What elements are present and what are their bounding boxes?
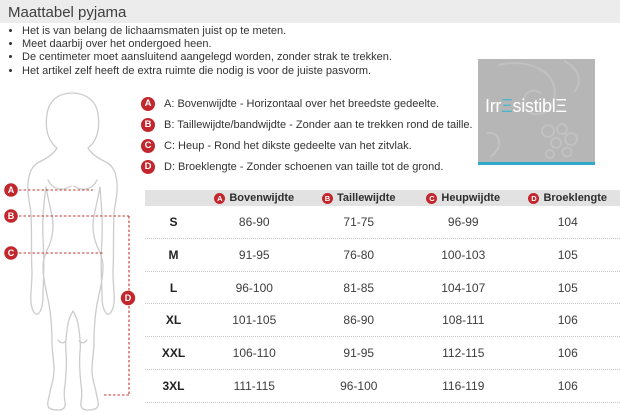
table-header-bovenwijdte [202, 192, 307, 204]
size-cell: XL [165, 313, 182, 328]
legend-text-a: A: Bovenwijdte - Horizontaal over het breedste gedeelte. [164, 97, 440, 110]
brand-wordmark [485, 96, 567, 117]
instruction-item: • Het is van belang de lichaamsmaten juist op te meten. [22, 25, 482, 38]
header-badge-d: D [528, 193, 539, 204]
bovenwijdte-cell: 91-95 [238, 247, 270, 262]
measuring-instructions [8, 25, 482, 78]
header-badge-b: B [322, 193, 333, 204]
size-chart-table [145, 190, 620, 403]
table-body [145, 206, 620, 403]
header-badge-c: C [426, 193, 437, 204]
legend-row-b [141, 114, 473, 135]
table-header-row [145, 190, 620, 206]
table-row [145, 304, 620, 337]
female-silhouette-outline [28, 93, 117, 410]
heupwijdte-cell: 104-107 [441, 280, 486, 295]
broeklengte-cell: 106 [557, 313, 578, 328]
legend-text-c: C: Heup - Rond het dikste gedeelte van het zitvlak. [164, 139, 412, 152]
broeklengte-cell: 105 [557, 280, 578, 295]
instruction-item: • Het artikel zelf heeft de extra ruimte die nodig is voor de juiste pasvorm. [22, 65, 482, 78]
size-cell: S [169, 214, 178, 229]
taillewijdte-cell: 86-90 [343, 313, 375, 328]
table-row [145, 337, 620, 370]
taillewijdte-cell: 96-100 [340, 379, 378, 394]
bovenwijdte-cell: 96-100 [235, 280, 273, 295]
legend-badge-c: C [141, 139, 155, 153]
broeklengte-cell: 105 [557, 247, 578, 262]
bovenwijdte-cell: 111-115 [233, 379, 275, 394]
taillewijdte-cell: 71-75 [343, 214, 375, 229]
header-label-heupwijdte: Heupwijdte [441, 192, 501, 204]
legend-text-b: B: Taillewijdte/bandwijdte - Zonder aan te trekken rond de taille. [164, 118, 473, 131]
table-header-heupwijdte [411, 192, 516, 204]
brand-logo [478, 59, 595, 165]
brand-stylized-e-accent: Ξ [501, 96, 513, 116]
broeklengte-cell: 106 [557, 379, 578, 394]
bovenwijdte-cell: 101-105 [232, 313, 277, 328]
taillewijdte-cell: 91-95 [343, 346, 375, 361]
legend-badge-b: B [141, 118, 155, 132]
legend-badge-a: A [141, 97, 155, 111]
knee-curve-left [58, 340, 66, 343]
table-row [145, 206, 620, 239]
bovenwijdte-cell: 106-110 [232, 346, 276, 361]
brand-part-mid: sistibl [512, 96, 556, 116]
header-label-broeklengte: Broeklengte [543, 192, 608, 204]
header-label-bovenwijdte: Bovenwijdte [229, 192, 295, 204]
logo-accent-line [478, 162, 595, 165]
size-cell: L [169, 280, 178, 295]
measurement-legend [141, 93, 473, 177]
table-row [145, 272, 620, 305]
measurement-lines [19, 190, 129, 395]
legend-row-d [141, 156, 473, 177]
size-cell: XXL [161, 346, 186, 361]
table-header-broeklengte [516, 192, 620, 204]
instruction-item: • Meet daarbij over het ondergoed heen. [22, 38, 482, 51]
legend-row-c [141, 135, 473, 156]
legend-row-a [141, 93, 473, 114]
broeklengte-cell: 104 [557, 214, 578, 229]
legend-text-d: D: Broeklengte - Zonder schoenen van taille tot de grond. [164, 160, 444, 173]
bust-curve-left [48, 180, 71, 189]
heupwijdte-cell: 108-111 [442, 313, 485, 328]
size-cell: M [168, 247, 179, 262]
marker-a-label: A [7, 185, 15, 196]
table-row [145, 239, 620, 272]
heupwijdte-cell: 116-119 [442, 379, 485, 394]
header-label-taillewijdte: Taillewijdte [337, 192, 396, 204]
brand-stylized-e: Ξ [555, 96, 567, 116]
instruction-item: • De centimeter moet aansluitend aangelegd worden, zonder strak te trekken. [22, 51, 482, 64]
marker-b-label: B [7, 211, 15, 222]
marker-c-label: C [7, 248, 15, 259]
title-bar [0, 0, 620, 23]
heupwijdte-cell: 100-103 [441, 247, 486, 262]
size-cell: 3XL [162, 379, 185, 394]
body-measurement-diagram [0, 90, 145, 414]
header-badge-a: A [214, 193, 225, 204]
heupwijdte-cell: 96-99 [447, 214, 479, 229]
taillewijdte-cell: 81-85 [343, 280, 375, 295]
bust-curve-right [74, 180, 97, 189]
taillewijdte-cell: 76-80 [343, 247, 375, 262]
table-row [145, 370, 620, 403]
broeklengte-cell: 106 [557, 346, 578, 361]
heupwijdte-cell: 112-115 [442, 346, 485, 361]
legend-badge-d: D [141, 160, 155, 174]
bovenwijdte-cell: 86-90 [238, 214, 270, 229]
page-title: Maattabel pyjama [8, 4, 127, 21]
table-header-taillewijdte [307, 192, 412, 204]
marker-d-label: D [124, 293, 132, 304]
brand-part-pre: Irr [485, 96, 502, 116]
